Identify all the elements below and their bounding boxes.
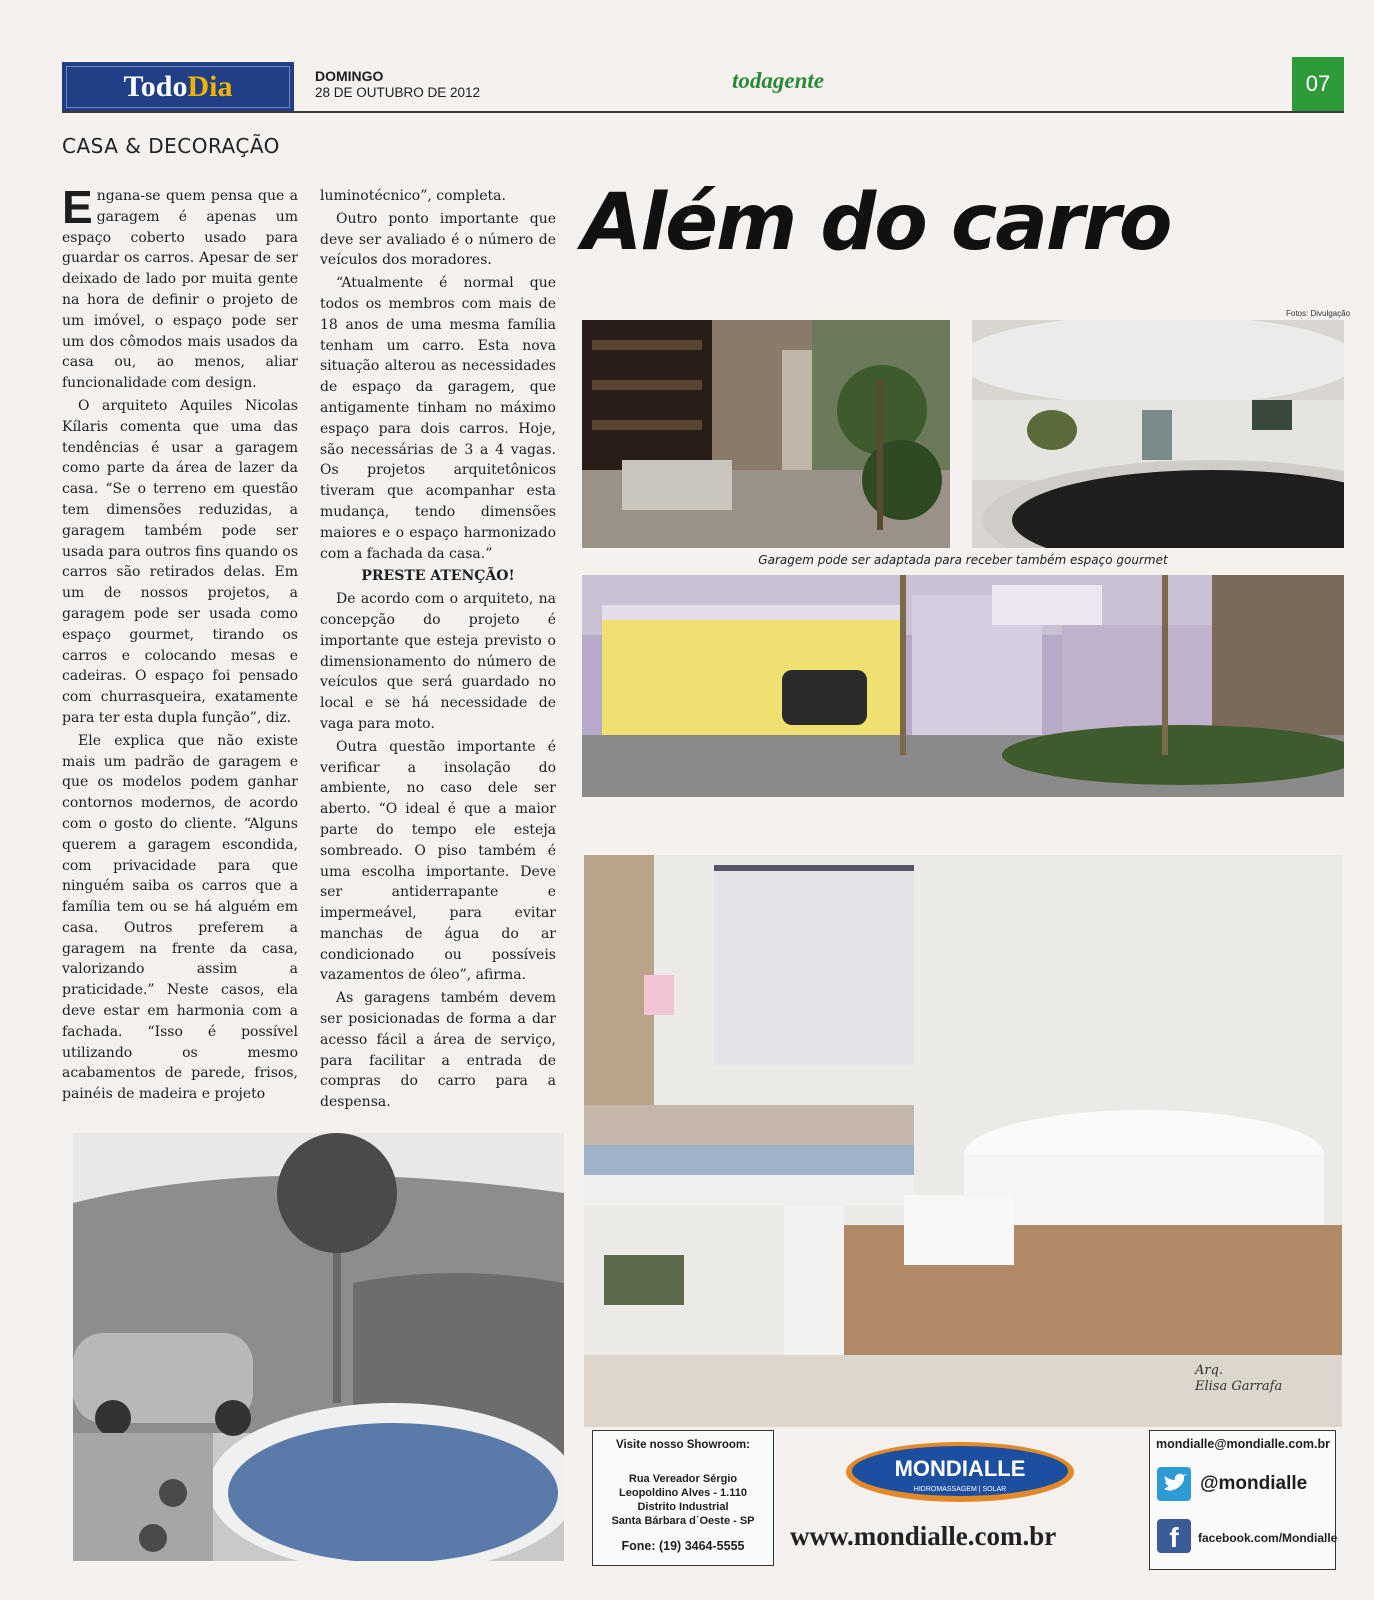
logo-text-todo: Todo: [123, 70, 188, 103]
twitter-icon: [1157, 1467, 1191, 1501]
ad-brand-tagline: HIDROMASSAGEM | SOLAR: [913, 1486, 1007, 1493]
photo-white-garage: [972, 320, 1344, 548]
article-paragraph: Engana-se quem pensa que a garagem é apenas um espaço coberto usado para guardar os carros. Apesar de ser deixado de lado por muita gente na hora de definir o projeto de um imóvel, o espaço pode ser um dos cômodos mais usados da casa ou, ao menos, aliar funcionalidade com design.: [62, 181, 298, 392]
drop-cap: E: [62, 181, 93, 233]
photo-credit: Fotos: Divulgação: [1286, 309, 1351, 318]
headline: Além do carro: [582, 178, 1171, 268]
photo-garage-pool: [73, 1133, 564, 1561]
article-paragraph: O arquiteto Aquiles Nicolas Kílaris comenta que uma das tendências é usar a garagem como parte da área de lazer da casa. “Se o terreno em questão tem dimensões reduzidas, a garagem também pode ser usada para outros fins quando os carros são retirados delas. Em um de nossos projetos, a garagem pode ser usada como espaço gourmet, tirando os carros e colocando mesas e cadeiras. O espaço foi pensado com churrasqueira, exatamente para ter esta dupla função”, diz.: [62, 397, 298, 726]
photo-baby-bath-room: [584, 855, 1342, 1427]
issue-date: 28 DE OUTUBRO DE 2012: [315, 85, 481, 100]
ad-address-line: Distrito Industrial: [637, 1501, 729, 1513]
mondialle-logo: [845, 1441, 1075, 1503]
ad-brand-name: MONDIALLE: [894, 1456, 1026, 1481]
section-kicker: CASA & DECORAÇÃO: [62, 134, 280, 158]
subheading: PRESTE ATENÇÃO!: [361, 568, 515, 585]
article-paragraph: luminotécnico”, completa.: [320, 188, 506, 204]
issue-day: DOMINGO: [315, 68, 384, 84]
article-column-2: [320, 186, 556, 1115]
ad-address-line: Leopoldino Alves - 1.110: [619, 1487, 747, 1499]
article-paragraph: Outra questão importante é verificar a insolação do ambiente, no caso dele ser aberto. “O ideal é que a maior parte do tempo ele esteja sombreado. O piso também é uma escolha importante. Deve ser antiderrapante e impermeável, para evitar manchas de água do ar condicionado ou possíveis vazamentos de óleo”, afirma.: [320, 738, 556, 984]
article-paragraph: Outro ponto importante que deve ser avaliado é o número de veículos dos moradores.: [320, 210, 556, 269]
ad-address-line: Santa Bárbara d´Oeste - SP: [611, 1515, 755, 1527]
article-paragraph: “Atualmente é normal que todos os membros com mais de 18 anos de uma mesma família tenham um carro. Esta nova situação alterou as necessidades de espaço da garagem, que antigamente tinham no máximo espaço para dois carros. Hoje, são necessárias de 3 a 4 vagas. Os projetos arquitetônicos tiveram que acompanhar esta mudança, tendo dimensões maiores e o espaço harmonizado com a fachada da casa.”: [320, 275, 556, 562]
photo-caption: Garagem pode ser adaptada para receber também espaço gourmet: [758, 553, 1168, 567]
ad-showroom-box: [592, 1430, 774, 1566]
ad-address-line: Rua Vereador Sérgio: [628, 1473, 738, 1485]
newspaper-logo: [62, 62, 294, 112]
ad-website-link[interactable]: www.mondialle.com.br: [790, 1521, 1057, 1551]
page-number: 07: [1292, 57, 1344, 111]
facebook-icon: f: [1157, 1519, 1191, 1553]
ad-showroom-title: Visite nosso Showroom:: [616, 1439, 750, 1451]
ad-email-link[interactable]: mondialle@mondialle.com.br: [1156, 1437, 1331, 1451]
article-column-1: [62, 181, 298, 1107]
logo-text-dia: Dia: [187, 70, 233, 103]
article-paragraph: As garagens também devem ser posicionadas de forma a dar acesso fácil a área de serviço, para facilitar a entrada de compras do carro para a despensa.: [320, 990, 556, 1111]
photo-gourmet-garage: [582, 320, 950, 548]
architect-signature: Arq. Elisa Garrafa: [1195, 1363, 1283, 1394]
ad-facebook-link[interactable]: facebook.com/Mondialle: [1198, 1531, 1338, 1545]
photo-house-facade: [582, 575, 1344, 797]
section-name: todagente: [732, 68, 824, 93]
article-paragraph: Ele explica que não existe mais um padrão de garagem e que os modelos podem ganhar contornos modernos, de acordo com o gosto do cliente. “Alguns querem a garagem escondida, com privacidade para que ninguém saiba os carros que a família tem ou se há alguém em casa. Outros preferem a garagem na frente da casa, valorizando assim a praticidade.” Neste casos, ela deve estar em harmonia com a fachada. “Isso é possível utilizando os mesmo acabamentos de parede, frisos, painéis de madeira e projeto: [62, 732, 298, 1103]
article-paragraph: De acordo com o arquiteto, na concepção do projeto é importante que esteja previsto o dimensionamento do número de veículos que será guardado no local e se há necessidade de vaga para moto.: [320, 591, 556, 732]
ad-phone: Fone: (19) 3464-5555: [621, 1539, 745, 1553]
ad-twitter-handle[interactable]: @mondialle: [1200, 1473, 1308, 1494]
header-divider: [62, 111, 1344, 113]
ad-contact-box: [1149, 1430, 1336, 1570]
